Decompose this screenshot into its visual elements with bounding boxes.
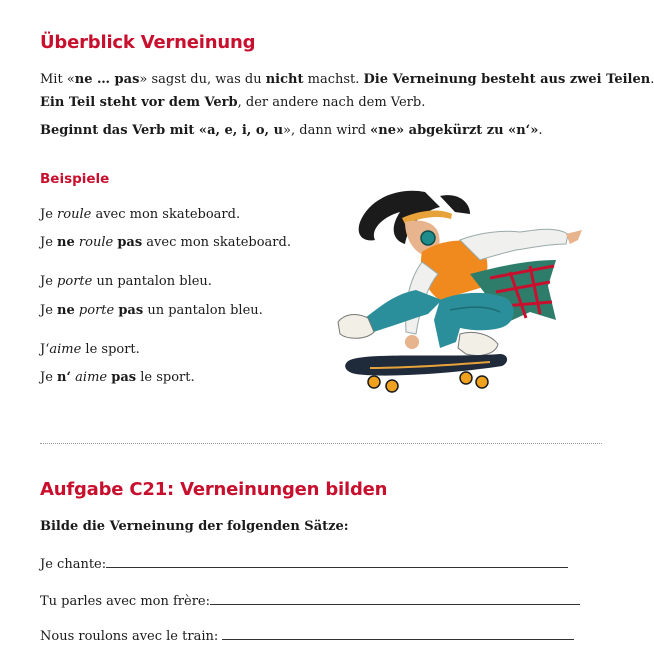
example-sentence: J‘aime le sport. [40, 342, 140, 357]
wheel-icon [476, 376, 488, 388]
exercise-instruction: Bilde die Verneinung der folgenden Sätze: [40, 519, 349, 534]
intro-line-1: Mit «ne … pas» sagst du, was du nicht machst. Die Verneinung besteht aus zwei Teilen. [40, 72, 654, 87]
skateboard-deck [345, 354, 507, 376]
example-sentence-negated: Je ne roule pas avec mon skateboard. [40, 235, 291, 250]
answer-blank[interactable] [222, 626, 574, 640]
answer-blank[interactable] [210, 591, 580, 605]
exercise-title: Aufgabe C21: Verneinungen bilden [40, 479, 388, 500]
sleeve-right [460, 229, 568, 260]
hair-bun [440, 195, 470, 214]
wheel-icon [368, 376, 380, 388]
rule-line: Beginnt das Verb mit «a, e, i, o, u», dann wird «ne» abgekürzt zu «n‘». [40, 123, 543, 138]
example-sentence-negated: Je n‘ aime pas le sport. [40, 370, 195, 385]
hand-left [405, 335, 419, 349]
wheel-icon [386, 380, 398, 392]
intro-line-2: Ein Teil steht vor dem Verb, der andere nach dem Verb. [40, 95, 426, 110]
example-sentence: Je porte un pantalon bleu. [40, 274, 212, 289]
section-divider [40, 443, 602, 444]
hand-right [566, 230, 582, 244]
sneaker-right [458, 332, 498, 355]
exercise-item: Nous roulons avec le train: [40, 626, 574, 646]
example-sentence-negated: Je ne porte pas un pantalon bleu. [40, 303, 263, 318]
exercise-item: Tu parles avec mon frère: [40, 591, 580, 611]
skateboarder-illustration [330, 182, 592, 414]
answer-blank[interactable] [106, 554, 568, 568]
headphone-icon [421, 231, 435, 245]
exercise-item: Je chante: [40, 554, 568, 574]
wheel-icon [460, 372, 472, 384]
section-title: Überblick Verneinung [40, 32, 256, 53]
example-sentence: Je roule avec mon skateboard. [40, 207, 241, 222]
examples-title: Beispiele [40, 171, 110, 187]
